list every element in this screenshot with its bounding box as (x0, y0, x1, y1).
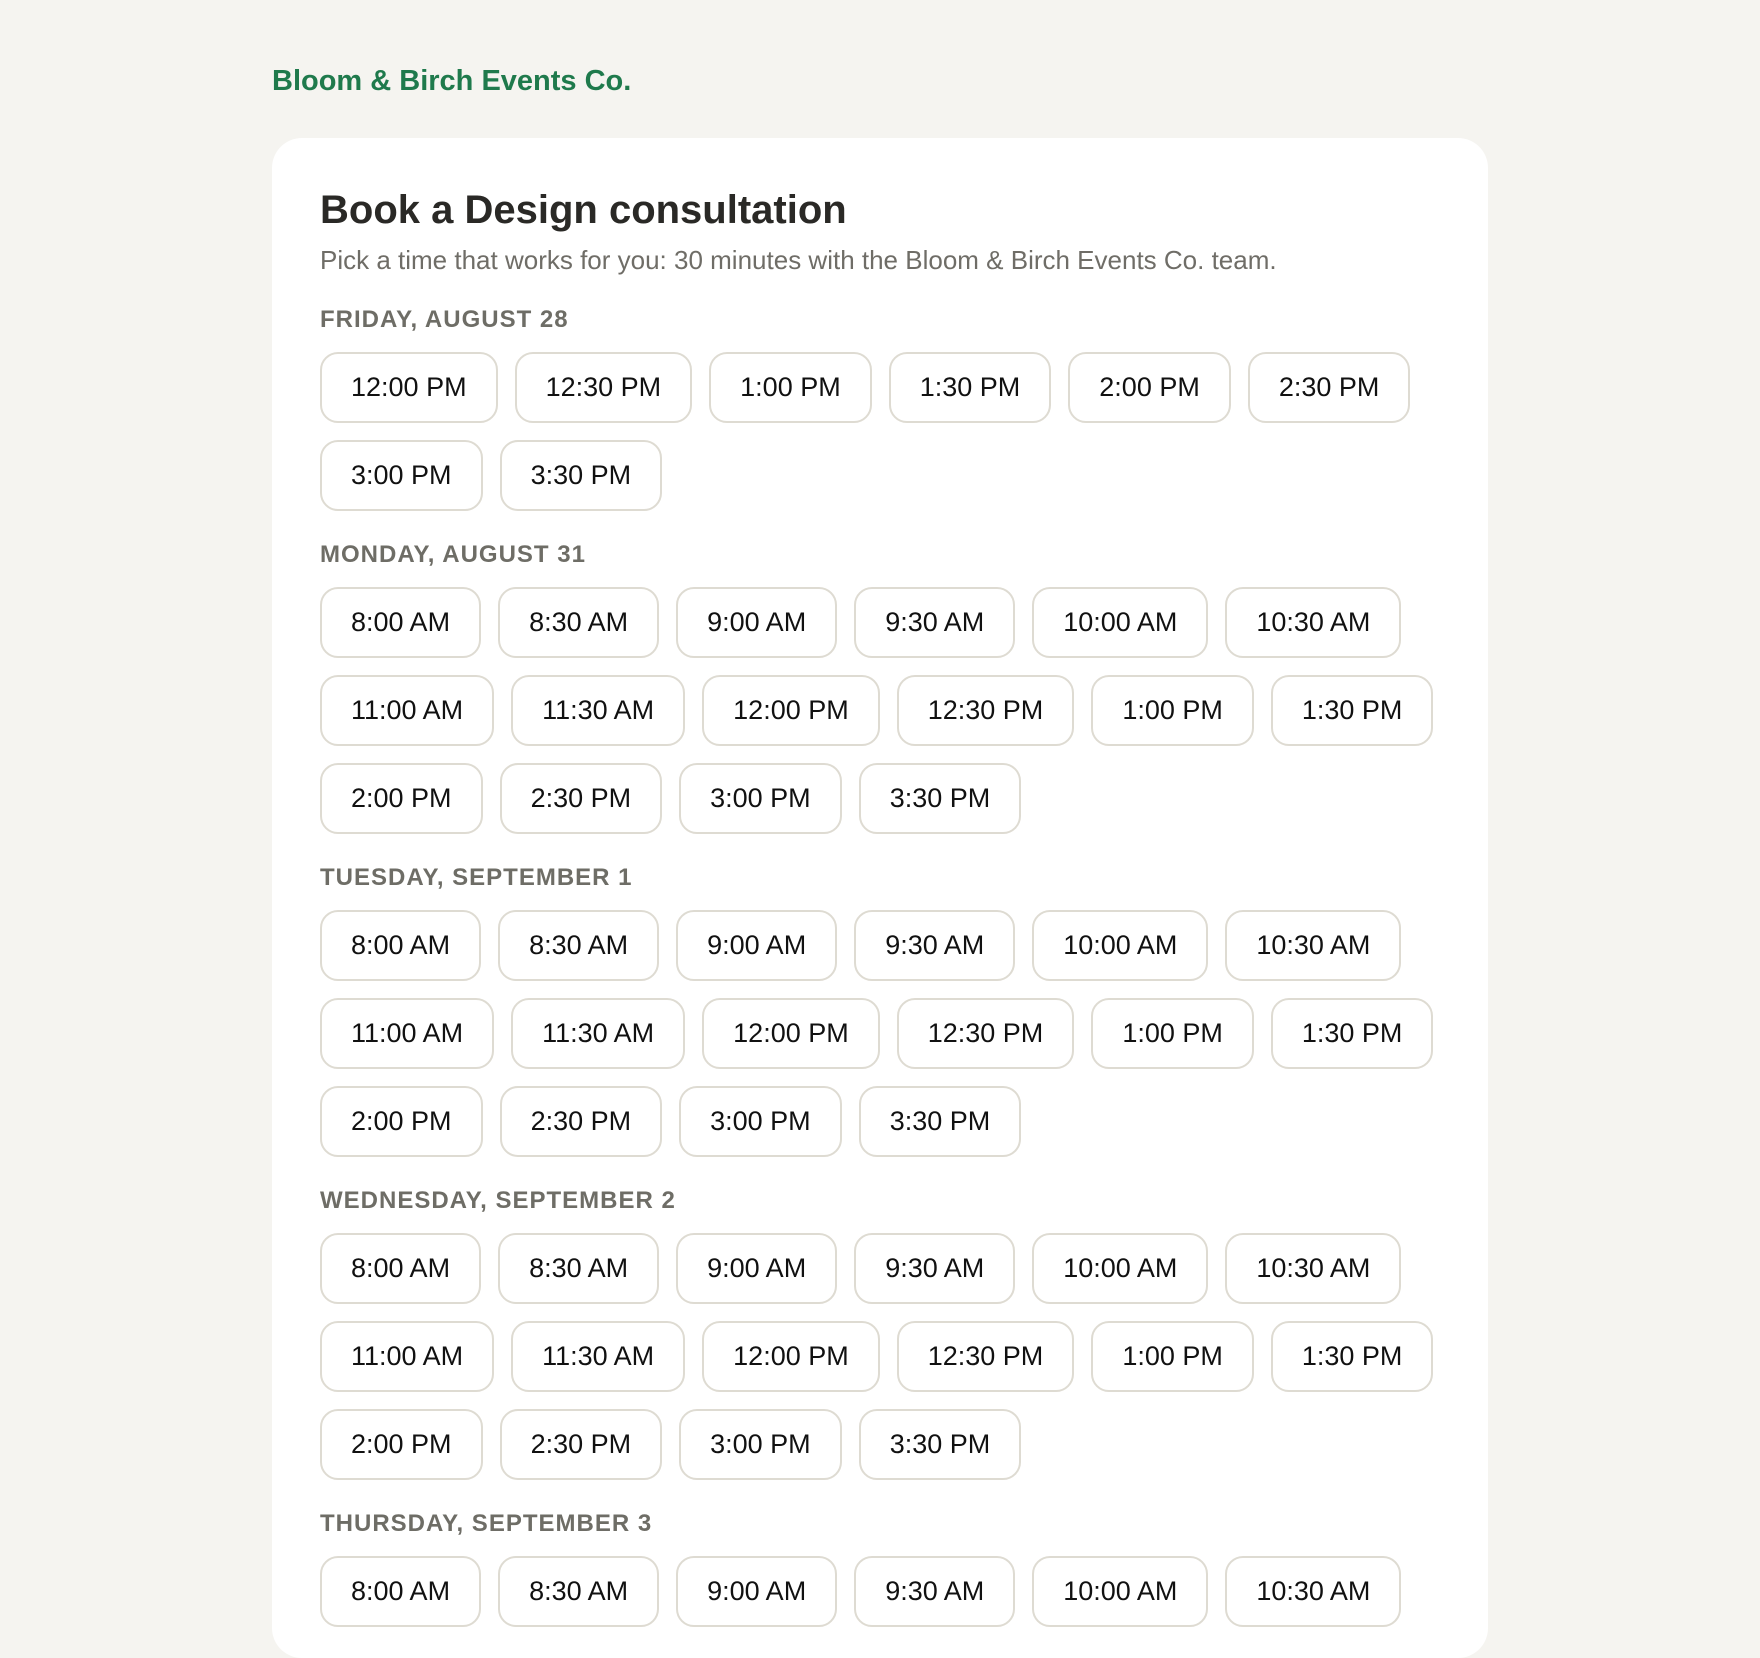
time-slot-button[interactable]: 9:30 AM (854, 1556, 1015, 1627)
time-slot-button[interactable]: 1:30 PM (1271, 675, 1434, 746)
time-slot-button[interactable]: 2:00 PM (320, 1086, 483, 1157)
time-slot-button[interactable]: 10:00 AM (1032, 587, 1208, 658)
time-slot-button[interactable]: 2:00 PM (320, 763, 483, 834)
time-slot-button[interactable]: 2:30 PM (500, 1086, 663, 1157)
time-slot-button[interactable]: 12:00 PM (320, 352, 498, 423)
time-slot-list (320, 352, 1440, 511)
time-slot-button[interactable]: 10:30 AM (1225, 587, 1401, 658)
time-slot-button[interactable]: 10:30 AM (1225, 910, 1401, 981)
time-slot-button[interactable]: 11:00 AM (320, 998, 494, 1069)
time-slot-list (320, 587, 1440, 834)
time-slot-button[interactable]: 8:30 AM (498, 1233, 659, 1304)
time-slot-button[interactable]: 1:30 PM (889, 352, 1052, 423)
time-slot-button[interactable]: 8:00 AM (320, 910, 481, 981)
day-section (320, 306, 1440, 511)
time-slot-button[interactable]: 9:00 AM (676, 587, 837, 658)
time-slot-button[interactable]: 10:30 AM (1225, 1556, 1401, 1627)
time-slot-button[interactable]: 1:30 PM (1271, 1321, 1434, 1392)
time-slot-button[interactable]: 8:00 AM (320, 1556, 481, 1627)
time-slot-button[interactable]: 11:30 AM (511, 1321, 685, 1392)
time-slot-button[interactable]: 10:00 AM (1032, 1556, 1208, 1627)
day-list (320, 306, 1440, 1627)
day-label: WEDNESDAY, SEPTEMBER 2 (320, 1187, 676, 1214)
day-section (320, 1510, 1440, 1627)
time-slot-button[interactable]: 3:30 PM (859, 1409, 1022, 1480)
time-slot-button[interactable]: 2:30 PM (500, 1409, 663, 1480)
page-subtitle: Pick a time that works for you: 30 minutes with the Bloom & Birch Events Co. team. (320, 245, 1277, 275)
time-slot-button[interactable]: 1:00 PM (1091, 1321, 1254, 1392)
time-slot-button[interactable]: 3:30 PM (859, 763, 1022, 834)
time-slot-button[interactable]: 12:30 PM (897, 1321, 1075, 1392)
page-title: Book a Design consultation (320, 188, 847, 232)
day-section (320, 1187, 1440, 1480)
time-slot-button[interactable]: 1:00 PM (709, 352, 872, 423)
time-slot-button[interactable]: 3:00 PM (679, 1086, 842, 1157)
time-slot-button[interactable]: 2:30 PM (1248, 352, 1411, 423)
day-label: TUESDAY, SEPTEMBER 1 (320, 864, 633, 891)
time-slot-button[interactable]: 8:00 AM (320, 1233, 481, 1304)
time-slot-button[interactable]: 11:00 AM (320, 675, 494, 746)
time-slot-button[interactable]: 11:30 AM (511, 998, 685, 1069)
time-slot-button[interactable]: 9:30 AM (854, 587, 1015, 658)
time-slot-button[interactable]: 1:00 PM (1091, 998, 1254, 1069)
day-label: FRIDAY, AUGUST 28 (320, 306, 569, 333)
time-slot-button[interactable]: 3:00 PM (320, 440, 483, 511)
time-slot-button[interactable]: 9:00 AM (676, 910, 837, 981)
time-slot-button[interactable]: 12:00 PM (702, 1321, 880, 1392)
day-section (320, 541, 1440, 834)
day-section (320, 864, 1440, 1157)
time-slot-button[interactable]: 10:00 AM (1032, 1233, 1208, 1304)
time-slot-button[interactable]: 9:00 AM (676, 1556, 837, 1627)
time-slot-button[interactable]: 3:00 PM (679, 1409, 842, 1480)
time-slot-button[interactable]: 1:00 PM (1091, 675, 1254, 746)
time-slot-button[interactable]: 8:30 AM (498, 1556, 659, 1627)
time-slot-list (320, 910, 1440, 1157)
day-label: MONDAY, AUGUST 31 (320, 541, 586, 568)
time-slot-list (320, 1556, 1440, 1627)
booking-card (272, 138, 1488, 1658)
time-slot-button[interactable]: 3:00 PM (679, 763, 842, 834)
time-slot-button[interactable]: 1:30 PM (1271, 998, 1434, 1069)
time-slot-button[interactable]: 11:30 AM (511, 675, 685, 746)
time-slot-button[interactable]: 9:30 AM (854, 910, 1015, 981)
time-slot-button[interactable]: 10:00 AM (1032, 910, 1208, 981)
time-slot-button[interactable]: 12:00 PM (702, 675, 880, 746)
time-slot-list (320, 1233, 1440, 1480)
time-slot-button[interactable]: 2:00 PM (320, 1409, 483, 1480)
time-slot-button[interactable]: 8:30 AM (498, 587, 659, 658)
time-slot-button[interactable]: 3:30 PM (500, 440, 663, 511)
time-slot-button[interactable]: 8:00 AM (320, 587, 481, 658)
day-label: THURSDAY, SEPTEMBER 3 (320, 1510, 653, 1537)
time-slot-button[interactable]: 12:30 PM (897, 998, 1075, 1069)
time-slot-button[interactable]: 2:30 PM (500, 763, 663, 834)
time-slot-button[interactable]: 12:30 PM (515, 352, 693, 423)
brand-name: Bloom & Birch Events Co. (272, 65, 632, 97)
time-slot-button[interactable]: 8:30 AM (498, 910, 659, 981)
time-slot-button[interactable]: 11:00 AM (320, 1321, 494, 1392)
time-slot-button[interactable]: 2:00 PM (1068, 352, 1231, 423)
time-slot-button[interactable]: 9:00 AM (676, 1233, 837, 1304)
time-slot-button[interactable]: 9:30 AM (854, 1233, 1015, 1304)
time-slot-button[interactable]: 10:30 AM (1225, 1233, 1401, 1304)
time-slot-button[interactable]: 12:00 PM (702, 998, 880, 1069)
time-slot-button[interactable]: 12:30 PM (897, 675, 1075, 746)
time-slot-button[interactable]: 3:30 PM (859, 1086, 1022, 1157)
